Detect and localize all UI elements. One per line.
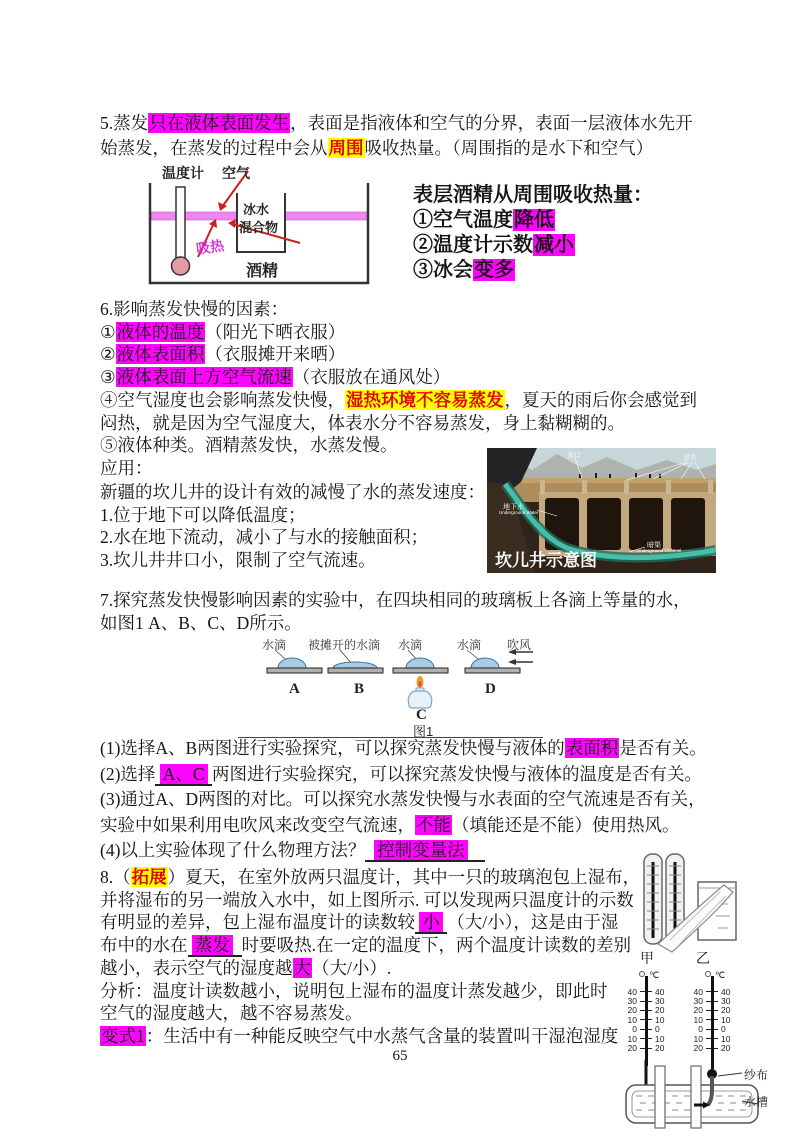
air-label: 空气 bbox=[222, 166, 250, 182]
text-line bbox=[413, 258, 653, 283]
text-line bbox=[100, 957, 640, 980]
text-run: ② bbox=[100, 344, 116, 365]
thermometer-jia bbox=[644, 854, 662, 944]
wind-label: 吹风 bbox=[507, 638, 532, 652]
text-run: 拓展 bbox=[131, 867, 167, 887]
text-run: 变多 bbox=[474, 259, 514, 281]
text-run: 控制变量法 bbox=[374, 840, 468, 862]
tick-value: 0 bbox=[632, 1024, 637, 1035]
karez-caption: 坎儿井示意图 bbox=[495, 551, 597, 570]
tick-value: 30 bbox=[655, 996, 665, 1007]
text-run: ④空气湿度也会影响蒸发快慢， bbox=[100, 389, 345, 410]
drop-label-b: 被摊开的水滴 bbox=[308, 638, 381, 652]
thermometer-yi-label: 乙 bbox=[696, 952, 710, 967]
ice-water-label-line2: 混合物 bbox=[239, 221, 279, 236]
text-run: 3.坎儿井井口小，限制了空气流速。 bbox=[100, 549, 376, 570]
text-line bbox=[100, 980, 640, 1003]
text-run: 变式1 bbox=[101, 1025, 145, 1046]
text-run: 6.影响蒸发快慢的因素： bbox=[100, 299, 289, 319]
tick-value: 40 bbox=[655, 986, 665, 997]
section-8-extension bbox=[100, 866, 640, 1048]
text-line bbox=[413, 208, 653, 233]
text-run: 8.（ bbox=[100, 867, 131, 887]
karez-longkou-label: 龙口 bbox=[567, 452, 581, 459]
glass-plates bbox=[267, 668, 520, 673]
text-run: 周围 bbox=[328, 138, 364, 158]
text-run: 降低 bbox=[514, 209, 554, 231]
karez-shaft-label: 竖井 bbox=[683, 455, 697, 462]
text-run: A、C bbox=[160, 764, 208, 786]
tick-value: 20 bbox=[721, 1005, 731, 1016]
text-line bbox=[100, 549, 485, 572]
text-run: 2.水在地下流动，减小了与水的接触面积； bbox=[100, 527, 429, 547]
text-run bbox=[365, 840, 374, 862]
text-run: 始蒸发，在蒸发的过程中会从 bbox=[100, 138, 328, 158]
text-run: 有明显的差异，包上湿布温度计的读数较 bbox=[100, 912, 415, 933]
tick-value: 10 bbox=[627, 1033, 637, 1044]
ice-water-label-line1: 冰水 bbox=[243, 203, 270, 218]
tick-value: 40 bbox=[627, 986, 637, 997]
text-run: ① bbox=[100, 321, 116, 342]
text-line bbox=[100, 389, 697, 412]
text-run: 并将湿布的另一端放入水中，如上图所示. 可以发现两只温度计的示数 bbox=[100, 889, 634, 910]
text-line bbox=[100, 504, 485, 527]
text-line bbox=[413, 233, 653, 258]
text-run: （填能还是不能）使用热风。 bbox=[452, 814, 680, 835]
tick-value: 10 bbox=[721, 1014, 731, 1025]
text-line bbox=[100, 911, 640, 934]
text-run: 液体的温度 bbox=[116, 321, 205, 342]
page-number: 65 bbox=[392, 1048, 408, 1064]
text-run: ①空气温度 bbox=[413, 209, 513, 231]
tick-value: 10 bbox=[721, 1033, 731, 1044]
text-line bbox=[100, 1002, 640, 1025]
alcohol-label: 酒精 bbox=[246, 261, 279, 280]
plate-letter-a: A bbox=[289, 681, 300, 697]
text-line bbox=[100, 889, 640, 912]
water-drops bbox=[278, 658, 499, 668]
text-run: ③ bbox=[100, 367, 116, 388]
text-line bbox=[100, 813, 707, 839]
water-trough-drawing bbox=[618, 1060, 800, 1130]
karez-groundwater-en-label: Underground Water bbox=[499, 510, 539, 515]
text-line bbox=[100, 762, 707, 788]
text-line bbox=[100, 298, 697, 321]
trough-label: 水槽 bbox=[744, 1095, 769, 1109]
text-run: （阳光下晒衣服） bbox=[205, 321, 346, 342]
text-run: 7.探究蒸发快慢影响因素的实验中，在四块相同的玻璃板上各滴上等量的水， bbox=[100, 590, 691, 610]
text-run bbox=[233, 935, 242, 957]
text-run: 实验中如果利用电吹风来改变空气流速， bbox=[100, 814, 415, 835]
text-run: 5.蒸发 bbox=[100, 113, 149, 133]
text-run: 越小，表示空气的湿度越 bbox=[100, 957, 293, 978]
celsius-label: ℃ bbox=[649, 970, 660, 980]
text-line bbox=[100, 412, 697, 435]
tick-value: 0 bbox=[655, 1024, 660, 1035]
tick-value: 30 bbox=[693, 996, 703, 1007]
text-line bbox=[100, 1025, 640, 1048]
text-run: (3)通过A、D两图的对比。可以探究水蒸发快慢与水表面的空气流速是否有关， bbox=[100, 789, 706, 809]
plate-letter-b: B bbox=[354, 681, 365, 697]
alcohol-lamp-icon bbox=[408, 676, 431, 708]
text-run: 1.位于地下可以降低温度； bbox=[100, 504, 306, 525]
tick-value: 30 bbox=[627, 996, 637, 1007]
text-line bbox=[100, 526, 485, 549]
text-line bbox=[100, 866, 640, 889]
text-run: 分析：温度计读数越小，说明包上湿布的温度计蒸发越少，即此时 bbox=[100, 980, 608, 1001]
text-run: ）夏天，在室外放两只温度计，其中一只的玻璃泡包上湿布， bbox=[167, 867, 641, 887]
text-run: (2)选择 bbox=[100, 763, 156, 784]
text-run: (4)以上实验体现了什么物理方法？ bbox=[100, 840, 366, 860]
text-run: ②温度计示数 bbox=[413, 234, 533, 256]
drop-label-d: 水滴 bbox=[457, 638, 482, 652]
text-run: 蒸发 bbox=[192, 935, 233, 957]
text-run: （衣服放在通风处） bbox=[292, 367, 451, 388]
text-run: ：生活中有一种能反映空气中水蒸气含量的装置叫干湿泡湿度 bbox=[145, 1025, 619, 1046]
stand-post bbox=[655, 1066, 665, 1128]
text-line bbox=[413, 183, 653, 208]
text-run bbox=[468, 840, 486, 862]
stand-post bbox=[691, 1066, 701, 1128]
text-run: 不能 bbox=[416, 814, 451, 835]
figure-1-caption: 图1 bbox=[413, 724, 434, 739]
text-line bbox=[100, 838, 707, 864]
text-line bbox=[100, 934, 640, 957]
text-run: 空气的湿度越大，越不容易蒸发。 bbox=[100, 1003, 363, 1024]
text-line bbox=[100, 366, 697, 389]
plate-letter-d: D bbox=[485, 681, 496, 697]
text-line bbox=[100, 787, 707, 813]
tick-value: 20 bbox=[627, 1005, 637, 1016]
karez-illustration bbox=[487, 448, 716, 573]
section-5-evaporation-intro bbox=[100, 111, 693, 161]
karez-application-text bbox=[100, 481, 485, 571]
tick-value: 20 bbox=[693, 1043, 703, 1054]
text-run: 大 bbox=[293, 957, 311, 978]
text-run: 两图进行实验探究，可以探究蒸发快慢与液体的温度是否有关。 bbox=[211, 763, 702, 784]
text-run: 液体表面上方空气流速 bbox=[116, 367, 292, 388]
tick-value: 10 bbox=[655, 1014, 665, 1025]
tick-value: 0 bbox=[698, 1024, 703, 1035]
text-run: ，表面是指液体和空气的分界，表面一层液体水先开 bbox=[290, 113, 693, 133]
text-run: 闷热，就是因为空气湿度大，体表水分不容易蒸发，身上黏糊糊的。 bbox=[100, 412, 625, 433]
text-run: （大/小），这是由于湿 bbox=[447, 912, 619, 933]
tick-value: 30 bbox=[721, 996, 731, 1007]
karez-channel-en-label: Underground Channel bbox=[637, 548, 682, 553]
thermometer-bulb bbox=[172, 257, 190, 275]
text-run: ，夏天的雨后你会感觉到 bbox=[504, 389, 697, 410]
tick-value: 10 bbox=[627, 1014, 637, 1025]
thermometer-label: 温度计 bbox=[162, 166, 204, 182]
tick-value: 20 bbox=[693, 1005, 703, 1016]
tick-value: 0 bbox=[721, 1024, 726, 1035]
text-run: ③冰会 bbox=[413, 259, 473, 281]
thermometer-jia-label: 甲 bbox=[640, 952, 654, 967]
thermometer-tube bbox=[176, 187, 185, 263]
text-run: 小 bbox=[419, 912, 443, 934]
tick-value: 10 bbox=[655, 1033, 665, 1044]
text-line bbox=[100, 736, 707, 762]
tick-value: 40 bbox=[721, 986, 731, 997]
wet-cloth-thermometers-drawing bbox=[636, 852, 786, 968]
text-line bbox=[100, 481, 485, 504]
text-run: 新疆的坎儿井的设计有效的减慢了水的蒸发速度： bbox=[100, 482, 485, 502]
section-7-experiment-intro bbox=[100, 589, 691, 635]
text-run: 吸收热量。（周围指的是水下和空气） bbox=[364, 138, 654, 158]
drop-label-a: 水滴 bbox=[262, 638, 287, 652]
text-run: 如图1 A、B、C、D所示。 bbox=[100, 613, 302, 633]
text-run: 减小 bbox=[534, 234, 574, 256]
tick-value: 20 bbox=[721, 1043, 731, 1054]
tick-value: 20 bbox=[655, 1043, 665, 1054]
text-run: 表层酒精从周围吸收热量： bbox=[413, 184, 653, 206]
text-run: 液体表面积 bbox=[116, 344, 205, 365]
gauze-pointer-line bbox=[718, 1073, 742, 1076]
text-run: 时要吸热.在一定的温度下，两个温度计读数的差别 bbox=[241, 935, 631, 956]
surface-alcohol-notes bbox=[413, 183, 653, 283]
text-run: （大/小）. bbox=[312, 957, 392, 978]
drop-label-c: 水滴 bbox=[398, 638, 423, 652]
text-run: 是否有关。 bbox=[619, 738, 707, 758]
figure-1-experiment bbox=[245, 633, 555, 743]
karez-channel-label: 暗渠 bbox=[647, 542, 661, 549]
plate-letter-c: C bbox=[416, 707, 427, 723]
text-run: 湿热环境不容易蒸发 bbox=[346, 389, 504, 410]
tick-value: 20 bbox=[655, 1005, 665, 1016]
text-run: 布中的水在 bbox=[100, 935, 188, 956]
beaker-diagram bbox=[140, 165, 420, 295]
text-line bbox=[100, 589, 691, 612]
wet-cloth-thermometers-figure bbox=[636, 852, 786, 968]
text-line bbox=[100, 111, 693, 136]
text-line bbox=[100, 343, 697, 366]
text-run: 应用： bbox=[100, 457, 153, 478]
text-line bbox=[100, 136, 693, 161]
questions-list bbox=[100, 736, 707, 864]
absorb-heat-label: 吸热 bbox=[195, 238, 226, 258]
text-line bbox=[100, 612, 691, 635]
text-run: 只在液体表面发生 bbox=[149, 113, 290, 133]
text-line bbox=[100, 321, 697, 344]
text-run: ⑤液体种类。酒精蒸发快，水蒸发慢。 bbox=[100, 435, 398, 456]
tick-value: 10 bbox=[693, 1014, 703, 1025]
tick-value: 40 bbox=[693, 986, 703, 997]
text-run: (1)选择A、B两图进行实验探究，可以探究蒸发快慢与液体的 bbox=[100, 738, 565, 758]
karez-groundwater-label: 地下水 bbox=[503, 504, 524, 511]
beaker-diagram-drawing bbox=[140, 165, 420, 295]
text-run: 表面积 bbox=[565, 738, 619, 758]
celsius-label: ℃ bbox=[715, 970, 726, 980]
text-run: （衣服摊开来晒） bbox=[205, 344, 346, 365]
tick-value: 20 bbox=[627, 1043, 637, 1054]
tick-value: 10 bbox=[693, 1033, 703, 1044]
gauze-label: 纱布 bbox=[744, 1068, 769, 1082]
